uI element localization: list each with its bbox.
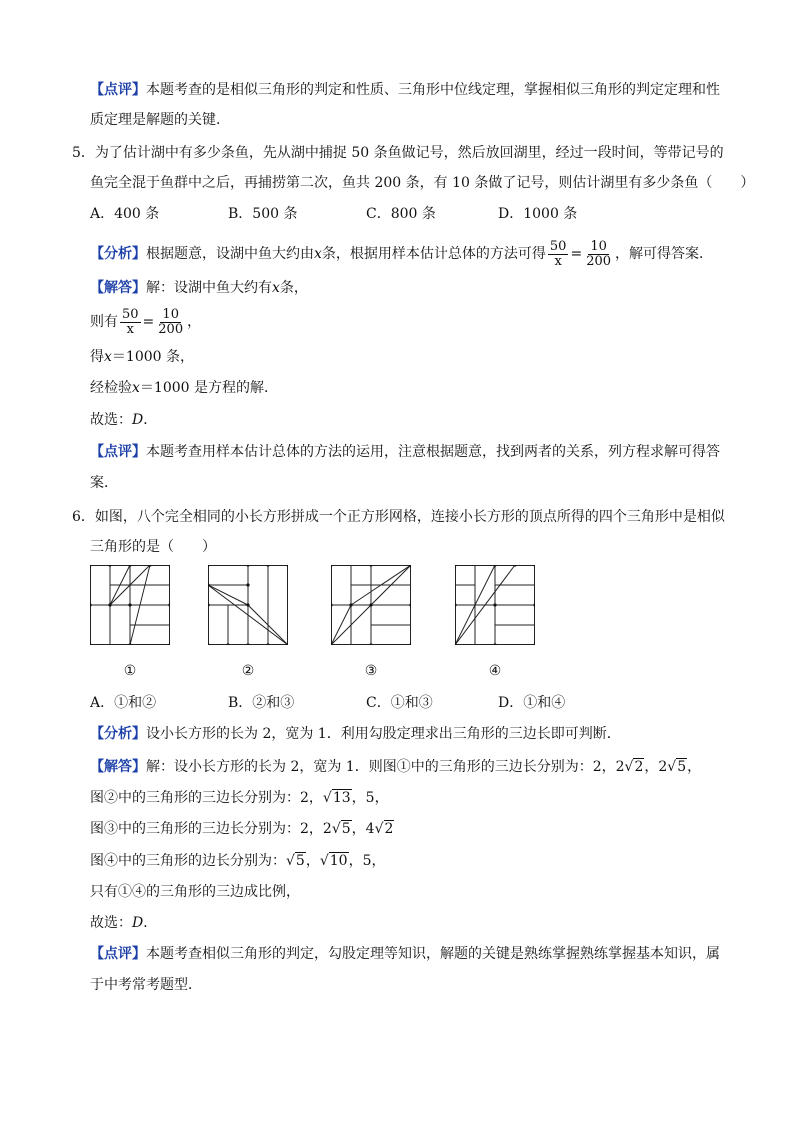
fraction-10-over-200: $\frac{10}{200}$	[586, 238, 612, 269]
comment-tag: 【点评】	[90, 82, 146, 98]
q5-option-d[interactable]: D．1000 条	[498, 206, 578, 222]
q4-comment-line1: 【点评】本题考查的是相似三角形的判定和性质、三角形中位线定理，掌握相似三角形的判定定理和性	[90, 82, 720, 98]
figure-4	[455, 565, 535, 645]
q6-option-a[interactable]: A．①和②	[90, 695, 157, 711]
q6-option-b[interactable]: B．②和③	[228, 695, 295, 711]
figure-label-2: ②	[241, 663, 255, 679]
figure-label-4: ④	[488, 663, 502, 679]
q6-answer-line4: 图④中的三角形的边长分别为：√5，√10，5，	[90, 853, 386, 869]
q6-stem-line2: 三角形的是（ ）	[90, 539, 216, 555]
q6-answer-line1: 【解答】解：设小长方形的长为 2，宽为 1．则图①中的三角形的三边长分别为：2，2√2，2√5，	[90, 759, 702, 775]
figure-1	[90, 565, 170, 645]
q6-comment-line2: 于中考常考题型．	[90, 977, 202, 993]
q5-analysis: 【分析】根据题意，设湖中鱼大约由x条，根据用样本估计总体的方法可得 $\frac{50}{x}$ = $\frac{10}{200}$ ，解可得答案．	[90, 238, 714, 269]
figure-3	[331, 565, 411, 645]
q6-option-d[interactable]: D．①和④	[498, 695, 566, 711]
q5-answer-line5: 故选：D．	[90, 412, 158, 428]
q6-answer-line6: 故选：D．	[90, 915, 158, 931]
q5-comment-line1: 【点评】本题考查用样本估计总体的方法的运用，注意根据题意，找到两者的关系，列方程求解可得答	[90, 444, 720, 460]
q6-analysis: 【分析】设小长方形的长为 2，宽为 1．利用勾股定理求出三角形的三边长即可判断．	[90, 726, 621, 742]
q5-option-a[interactable]: A．400 条	[90, 206, 160, 222]
figure-label-3: ③	[364, 663, 378, 679]
q5-answer-line2: 则有 $\frac{50}{x}$ = $\frac{10}{200}$ ，	[90, 306, 202, 337]
q4-comment-line2: 质定理是解题的关键．	[90, 112, 230, 128]
q6-comment-line1: 【点评】本题考查相似三角形的判定，勾股定理等知识，解题的关键是熟练掌握熟练掌握基本知识，属	[90, 946, 720, 962]
q5-stem-line1: 5．为了估计湖中有多少条鱼，先从湖中捕捉 50 条鱼做记号，然后放回湖里，经过一段时间，等带记号的	[72, 145, 724, 161]
figure-label-1: ①	[123, 663, 137, 679]
q6-answer-line5: 只有①④的三角形的三边成比例，	[90, 884, 300, 900]
figure-2	[208, 565, 288, 645]
q5-stem-line2: 鱼完全混于鱼群中之后，再捕捞第二次，鱼共 200 条，有 10 条做了记号，则估计湖里有多少条鱼（ ）	[90, 175, 755, 191]
q5-answer-line1: 【解答】解：设湖中鱼大约有x条，	[90, 280, 308, 296]
q5-comment-line2: 案．	[90, 475, 118, 491]
q6-stem-line1: 6．如图，八个完全相同的小长方形拼成一个正方形网格，连接小长方形的顶点所得的四个三角形中是相似	[72, 509, 725, 525]
q6-option-c[interactable]: C．①和③	[366, 695, 433, 711]
q6-answer-line3: 图③中的三角形的三边长分别为：2，2√5，4√2	[90, 821, 394, 837]
q5-answer-line4: 经检验x＝1000 是方程的解．	[90, 380, 278, 396]
q6-answer-line2: 图②中的三角形的三边长分别为：2，√13，5，	[90, 790, 389, 806]
q5-option-b[interactable]: B．500 条	[228, 206, 298, 222]
q5-option-c[interactable]: C．800 条	[366, 206, 436, 222]
fraction-50-over-x: $\frac{50}{x}$	[549, 238, 567, 269]
q5-answer-line3: 得x＝1000 条，	[90, 349, 194, 365]
